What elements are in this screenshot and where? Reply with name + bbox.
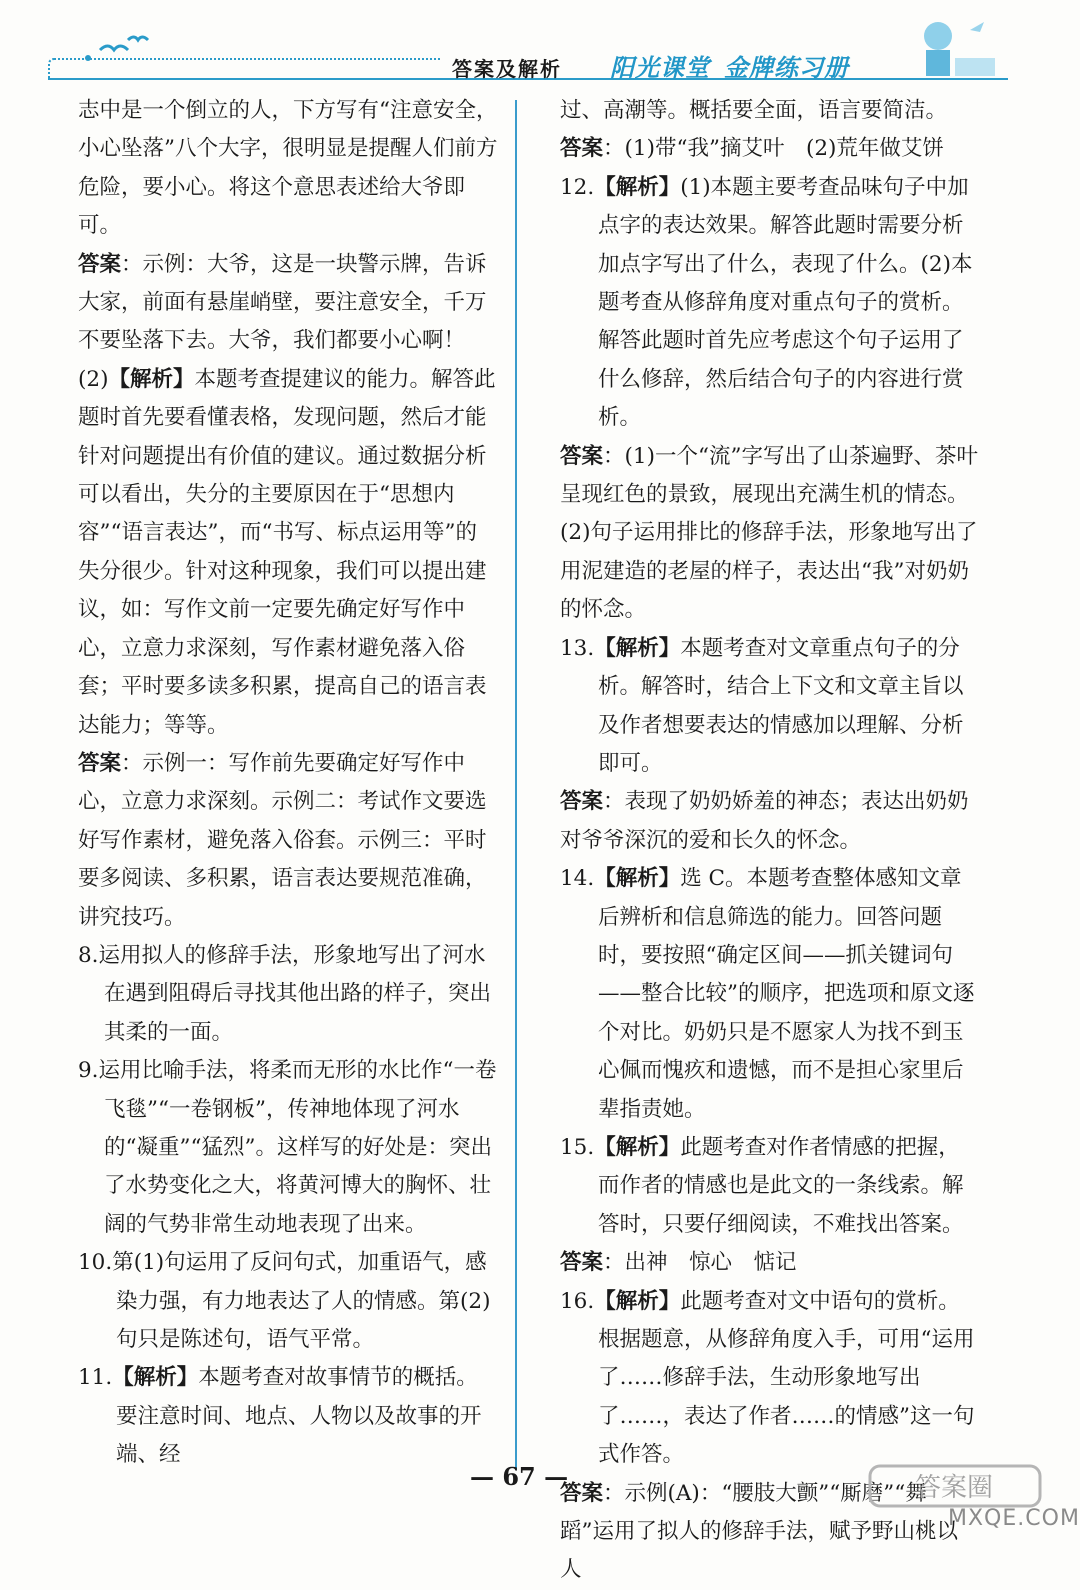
analysis-text: 此题考查对作者情感的把握，而作者的情感也是此文的一条线索。解答时，只要仔细阅读，不难找出答案。 xyxy=(598,1134,964,1237)
answer-paragraph xyxy=(78,745,498,937)
answer-label: 答案 xyxy=(78,251,122,277)
answer-text: 运用比喻手法，将柔而无形的水比作“一卷飞毯”“一卷钢板”，传神地体现了河水的“凝重”“猛烈”。这样写的好处是：突出了水势变化之大，将黄河博大的胸怀、壮阔的气势非常生动地表现了出来。 xyxy=(98,1058,497,1237)
answer-text: ：(1)一个“流”字写出了山茶遍野、茶叶呈现红色的景致，展现出充满生机的情态。 xyxy=(560,443,978,508)
question-number: 15. xyxy=(560,1134,595,1160)
answer-text: ：示例：大爷，这是一块警示牌，告诉大家，前面有悬崖峭壁，要注意安全，千万不要坠落下去。大爷，我们都要小心啊！ xyxy=(78,251,487,354)
header-decoration-icon xyxy=(860,10,1010,80)
svg-text:答案圈: 答案圈 xyxy=(914,1473,994,1503)
paragraph xyxy=(560,514,978,629)
analysis-label: 【解析】 xyxy=(594,1134,681,1160)
numbered-answer xyxy=(78,937,498,1052)
analysis-label: 【解析】 xyxy=(594,635,681,661)
paragraph xyxy=(560,92,978,130)
analysis-text: 本题考查提建议的能力。解答此题时首先要看懂表格，发现问题，然后才能针对问题提出有价值的建议。通过数据分析可以看出，失分的主要原因在于“思想内容”“语言表达”，而“书写、标点运用等”的失分很少。针对这种现象，我们可以提出建议，如：写作文前一定要先确定好写作中心，立意力求深刻，写作素材避免落入俗套；平时要多读多积累，提高自己的语言表达能力；等等。 xyxy=(78,366,496,738)
analysis-text: 此题考查对文中语句的赏析。根据题意，从修辞角度入手，可用“运用了……修辞手法，生动形象地写出了……，表达了作者……的情感”这一句式作答。 xyxy=(598,1288,975,1468)
answer-label: 答案 xyxy=(560,789,604,815)
analysis-label: 【解析】 xyxy=(594,866,681,892)
answer-text: 第(1)句运用了反问句式，加重语气，感染力强，有力地表达了人的情感。第(2)句只是陈述句，语气平常。 xyxy=(112,1250,491,1352)
question-number: 13. xyxy=(560,635,595,661)
answer-paragraph xyxy=(560,438,978,515)
answer-label: 答案 xyxy=(560,443,604,469)
answer-label: 答案 xyxy=(560,136,604,162)
numbered-analysis xyxy=(560,1283,978,1475)
right-column xyxy=(560,92,978,1590)
numbered-answer xyxy=(78,1244,498,1359)
watermark-text: MXQE.COM xyxy=(948,1506,1080,1531)
numbered-analysis xyxy=(78,1359,498,1474)
header-brand xyxy=(610,48,863,83)
analysis-label: 【解析】 xyxy=(594,174,681,200)
analysis-text: 本题考查对文章重点句子的分析。解答时，结合上下文和文章主旨以及作者想要表达的情感加以理解、分析即可。 xyxy=(598,635,964,776)
numbered-analysis xyxy=(560,630,978,784)
brand-name-1: 阳光课堂 xyxy=(610,54,710,82)
answer-label: 答案 xyxy=(560,1250,604,1276)
answer-text: ：示例(A)：“腰肢大颤”“厮磨”“舞蹈”运用了拟人的修辞手法，赋予野山桃以人 xyxy=(560,1480,958,1583)
answer-paragraph xyxy=(78,246,498,361)
paragraph xyxy=(78,92,498,246)
left-column xyxy=(78,92,498,1475)
header-dotted-frame xyxy=(48,58,440,80)
analysis-label: 【解析】 xyxy=(108,366,195,392)
answer-text: ：(1)带“我”摘艾叶 (2)荒年做艾饼 xyxy=(603,136,944,162)
answer-text: 运用拟人的修辞手法，形象地写出了河水在遇到阻碍后寻找其他出路的样子，突出其柔的一面。 xyxy=(98,942,492,1045)
paragraph-text: 志中是一个倒立的人，下方写有“注意安全，小心坠落”八个大字，很明显是提醒人们前方危险，要小心。将这个意思表述给大爷即可。 xyxy=(78,98,498,239)
numbered-answer xyxy=(78,1052,498,1244)
question-number: 12. xyxy=(560,174,595,200)
analysis-label: 【解析】 xyxy=(594,1288,681,1314)
question-number: 11. xyxy=(78,1365,113,1391)
header-title: 答案及解析 xyxy=(452,57,562,81)
answer-text: ：表现了奶奶娇羞的神态；表达出奶奶对爷爷深沉的爱和长久的怀念。 xyxy=(560,789,969,853)
question-number: 14. xyxy=(560,866,595,892)
analysis-text: (1)本题主要考查品味句子中加点字的表达效果。解答此题时需要分析加点字写出了什么，表现了什么。(2)本题考查从修辞角度对重点句子的赏析。解答此题时首先应考虑这个句子运用了什么修辞，然后结合句子的内容进行赏析。 xyxy=(598,174,973,431)
paragraph-text: 过、高潮等。概括要全面，语言要简洁。 xyxy=(560,98,948,123)
numbered-analysis xyxy=(560,1129,978,1244)
answer-label: 答案 xyxy=(78,750,122,776)
analysis-text: 选 C。本题考查整体感知文章后辨析和信息筛选的能力。回答问题时，要按照“确定区间——抓关键词句——整合比较”的顺序，把选项和原文逐个对比。奶奶只是不愿家人为找不到玉心佩而愧疚和遗憾，而不是担心家里后辈指责她。 xyxy=(598,866,975,1122)
answer-paragraph xyxy=(560,783,978,860)
analysis-label: 【解析】 xyxy=(112,1365,199,1391)
answer-paragraph xyxy=(560,1244,978,1282)
page-number: — 67 — xyxy=(470,1462,569,1491)
answer-paragraph xyxy=(560,130,978,168)
answer-text: ：出神 惊心 惦记 xyxy=(603,1250,797,1276)
question-number: 16. xyxy=(560,1288,595,1314)
question-number: 9. xyxy=(78,1058,99,1084)
answer-text: ：示例一：写作前先要确定好写作中心，立意力求深刻。示例二：考试作文要选好写作素材，避免落入俗套。示例三：平时要多阅读、多积累，语言表达要规范准确，讲究技巧。 xyxy=(78,750,487,930)
page-header xyxy=(0,0,1057,92)
numbered-analysis xyxy=(560,169,978,438)
analysis-text: 本题考查对故事情节的概括。要注意时间、地点、人物以及故事的开端、经 xyxy=(116,1365,482,1468)
brand-name-2: 金牌练习册 xyxy=(724,54,849,82)
analysis-paragraph xyxy=(78,361,498,745)
numbered-analysis xyxy=(560,860,978,1129)
analysis-prefix: (2) xyxy=(78,366,109,392)
column-divider xyxy=(515,100,517,1470)
question-number: 8. xyxy=(78,942,99,968)
question-number: 10. xyxy=(78,1250,113,1276)
answer-label: 答案 xyxy=(560,1480,604,1506)
paragraph-text: (2)句子运用排比的修辞手法，形象地写出了用泥建造的老屋的样子，表达出“我”对奶奶的怀念。 xyxy=(560,520,978,623)
